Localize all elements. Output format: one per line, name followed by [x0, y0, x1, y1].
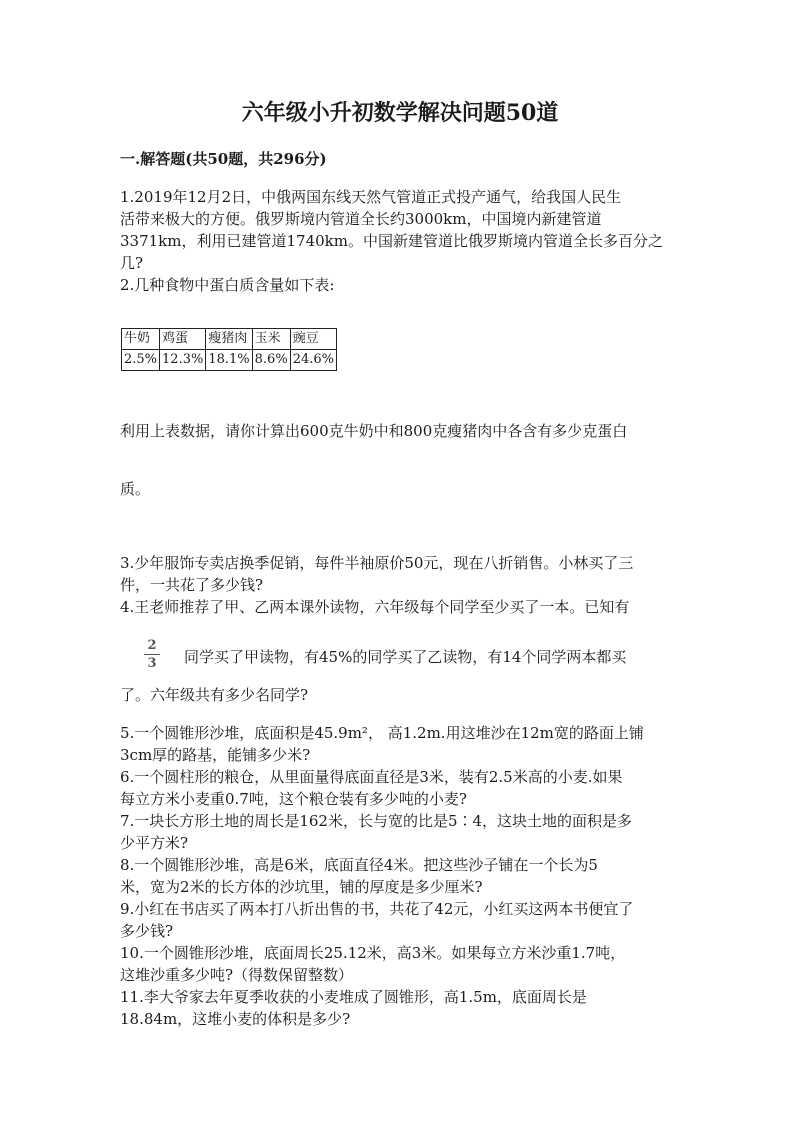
question-4-line-2: 同学买了甲读物，有45%的同学买了乙读物，有14个同学两本都买	[184, 648, 627, 666]
question-9-line-2: 多少钱?	[120, 922, 174, 940]
question-6-line-2: 每立方米小麦重0.7吨，这个粮仓装有多少吨的小麦?	[120, 790, 467, 808]
question-2-text-1: 利用上表数据，请你计算出600克牛奶中和800克瘦猪肉中各含有多少克蛋白	[120, 422, 628, 440]
question-2-intro: 2.几种食物中蛋白质含量如下表:	[120, 276, 335, 294]
table-header-cell: 玉米	[252, 329, 290, 350]
protein-table	[121, 328, 337, 371]
question-8-line-1: 8.一个圆锥形沙堆，高是6米，底面直径4米。把这些沙子铺在一个长为5	[120, 856, 598, 874]
table-cell: 24.6%	[290, 350, 336, 371]
table-cell: 12.3%	[160, 350, 206, 371]
question-1-line-4: 几?	[120, 254, 144, 272]
question-5-line-1: 5.一个圆锥形沙堆，底面积是45.9m²， 高1.2m.用这堆沙在12m宽的路面上铺	[120, 724, 644, 742]
question-10-line-1: 10.一个圆锥形沙堆，底面周长25.12米，高3米。如果每立方米沙重1.7吨，	[120, 944, 626, 962]
question-5-line-2: 3cm厚的路基，能铺多少米?	[120, 746, 311, 764]
table-row	[122, 350, 337, 371]
question-4-line-3: 了。六年级共有多少名同学?	[120, 686, 309, 704]
table-header-cell: 豌豆	[290, 329, 336, 350]
question-7-line-2: 少平方米?	[120, 834, 189, 852]
question-6-line-1: 6.一个圆柱形的粮仓，从里面量得底面直径是3米，装有2.5米高的小麦.如果	[120, 768, 623, 786]
question-2-text-2: 质。	[120, 480, 151, 498]
question-8-line-2: 米，宽为2米的长方体的沙坑里，铺的厚度是多少厘米?	[120, 878, 483, 896]
table-header-cell: 牛奶	[122, 329, 160, 350]
page-title: 六年级小升初数学解决问题50道	[241, 100, 559, 126]
fraction-two-thirds	[144, 638, 160, 671]
question-4-line-1: 4.王老师推荐了甲、乙两本课外读物，六年级每个同学至少买了一本。已知有	[120, 598, 630, 616]
table-header-row	[122, 329, 337, 350]
question-11-line-1: 11.李大爷家去年夏季收获的小麦堆成了圆锥形，高1.5m，底面周长是	[120, 988, 587, 1006]
question-3-line-1: 3.少年服饰专卖店换季促销，每件半袖原价50元，现在八折销售。小林买了三	[120, 554, 634, 572]
table-header-cell: 瘦猪肉	[206, 329, 252, 350]
question-1-line-3: 3371km，利用已建管道1740km。中国新建管道比俄罗斯境内管道全长多百分之	[120, 232, 663, 250]
fraction-bar	[144, 654, 160, 655]
section-heading: 一.解答题(共50题，共296分)	[120, 150, 327, 168]
question-1-line-2: 活带来极大的方便。俄罗斯境内管道全长约3000km，中国境内新建管道	[120, 210, 602, 228]
question-10-line-2: 这堆沙重多少吨?（得数保留整数）	[120, 966, 354, 984]
fraction-denominator: 3	[147, 656, 157, 671]
question-9-line-1: 9.小红在书店买了两本打八折出售的书，共花了42元，小红买这两本书便宜了	[120, 900, 634, 918]
table-cell: 2.5%	[122, 350, 160, 371]
question-7-line-1: 7.一块长方形土地的周长是162米，长与宽的比是5∶4，这块土地的面积是多	[120, 812, 633, 830]
table-cell: 8.6%	[252, 350, 290, 371]
table-cell: 18.1%	[206, 350, 252, 371]
table-header-cell: 鸡蛋	[160, 329, 206, 350]
question-1-line-1: 1.2019年12月2日，中俄两国东线天然气管道正式投产通气，给我国人民生	[120, 188, 622, 206]
fraction-numerator: 2	[147, 638, 157, 653]
question-11-line-2: 18.84m，这堆小麦的体积是多少?	[120, 1010, 351, 1028]
question-3-line-2: 件，一共花了多少钱?	[120, 576, 264, 594]
